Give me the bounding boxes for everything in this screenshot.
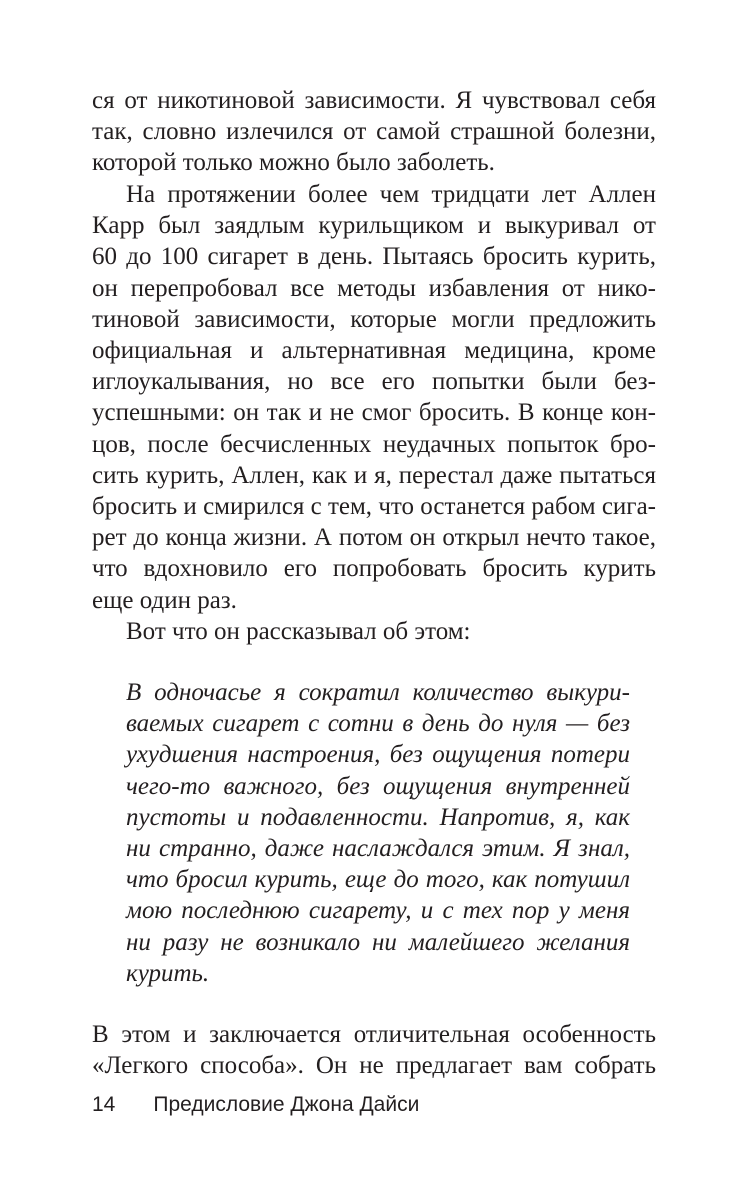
quote-line: ваемых сигарет с сотни в день до нуля — без	[126, 710, 630, 738]
text-line: что вдохновило его попробовать бросить курить	[92, 555, 656, 583]
text-line: В этом и заключается отличительная особенность	[92, 1021, 656, 1048]
text-line: официальная и альтернативная медицина, кроме	[92, 337, 656, 364]
quote-line: В одночасье я сократил количество выкури-	[126, 679, 630, 706]
quote-line: мою последнюю сигарету, и с тех пор у меня	[126, 897, 630, 925]
page-number: 14	[92, 1093, 116, 1116]
quote-line: ни странно, даже наслаждался этим. Я знал,	[126, 835, 630, 862]
quote-line: курить.	[126, 959, 210, 987]
text-line: которой только можно было заболеть.	[92, 149, 495, 177]
quote-line: чего-то важного, без ощущения внутренней	[126, 772, 630, 800]
text-line: цов, после бесчисленных неудачных попыток бро-	[92, 430, 656, 458]
quote-line: пустоты и подавленности. Напротив, я, как	[126, 803, 630, 831]
page-footer	[92, 1092, 419, 1118]
text-line: он перепробовал все методы избавления от нико-	[92, 274, 656, 302]
quote-line: ни разу не возникало ни малейшего желания	[126, 928, 630, 956]
text-line: рет до конца жизни. А потом он открыл нечто такое,	[92, 524, 656, 552]
quote-line: что бросил курить, еще до того, как потушил	[126, 866, 630, 894]
text-line: тиновой зависимости, которые могли предложить	[92, 305, 656, 333]
text-line: 60 до 100 сигарет в день. Пытаясь бросить курить,	[92, 243, 656, 271]
text-line: иглоукалывания, но все его попытки были без-	[92, 368, 656, 396]
text-line: так, словно излечился от самой страшной болезни,	[92, 118, 656, 146]
text-line: ся от никотиновой зависимости. Я чувствовал себя	[92, 87, 656, 114]
text-line: успешными: он так и не смог бросить. В конце кон-	[92, 399, 656, 427]
text-line: сить курить, Аллен, как и я, перестал даже пытаться	[92, 461, 656, 489]
quote-line: ухудшения настроения, без ощущения потери	[126, 741, 630, 769]
text-line: бросить и смирился с тем, что останется рабом сига-	[92, 493, 656, 520]
text-line: еще один раз.	[92, 586, 237, 614]
text-line: Карр был заядлым курильщиком и выкуривал от	[92, 212, 656, 240]
text-line: Вот что он рассказывал об этом:	[126, 617, 471, 645]
text-line: «Легкого способа». Он не предлагает вам собрать	[92, 1052, 656, 1080]
text-line: На протяжении более чем тридцати лет Аллен	[126, 181, 656, 208]
running-title: Предисловие Джона Дайси	[153, 1093, 420, 1116]
